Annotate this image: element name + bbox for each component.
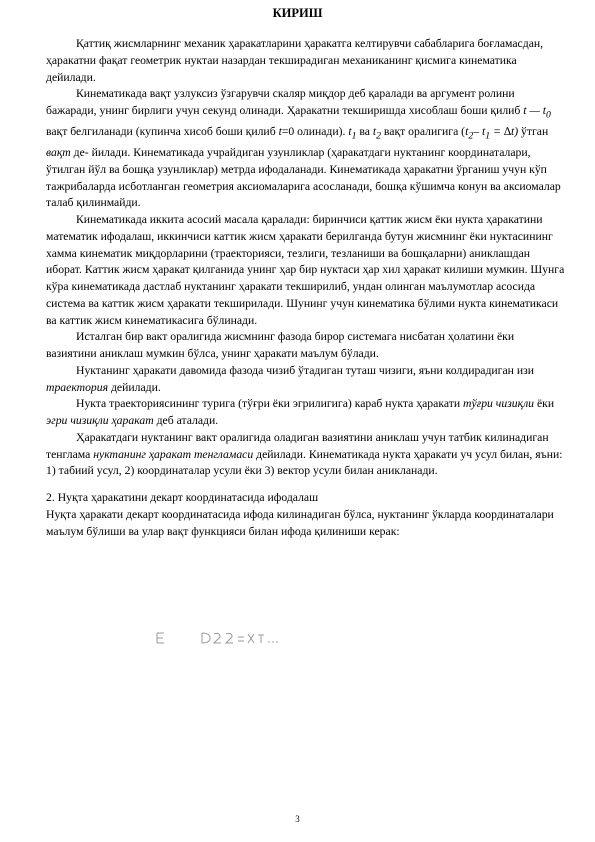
- paragraph-2: [46, 86, 566, 212]
- term-trajectory: траектория: [46, 380, 109, 394]
- paragraph-1: Қаттиқ жисмларнинг механик ҳаракатларини ҳаракатга келтирувчи сабабларига боғламасдан, ҳаракатни фақат геометрик нуктаи назардан текширадиган механиканинг қисмига кинематика дейилади.: [46, 37, 544, 84]
- paragraph-2-text-a: Кинематикада вақт узлуксиз ўзгарувчи скаляр миқдор деб қаралади ва аргумент ролини бажаради, унинг бирлиги учун секунд олинади. Ҳаракатни текширишда хисоблаш боши қилиб: [46, 87, 521, 117]
- time-symbol-t1: $t_1$: [348, 125, 357, 142]
- paragraph-3: Кинематикада иккита асосий масала қаралади: биринчиси қаттик жисм ёки нукта ҳаракатини математик ифодалаш, иккинчиси каттик жисм ҳаракати берилганда бутун жисмнинг ёки нуктасининг хамма кинематик миқдорларини (траекторияси, тезлиги, тезланиши ва бошқаларни) аниклашдан иборат. Каттик жисм ҳаракат қилганида унинг ҳар бир нуктаси ҳар хил ҳаракат килиши мумкин. Шунга кўра кинематикада дастлаб нуктанинг ҳаракати текширилиб, ундан олинган маълумотлар асосида система ва каттик жисм ҳаракати текширилади. Шунинг учун кинематика бўлими нукта кинематикаси ва каттик жисм кинематикасига бўлинади.: [46, 213, 565, 327]
- paragraph-2-text-e: вақт оралигига (: [383, 125, 466, 139]
- paragraph-6: Нукта траекториясининг турига (тўғри ёки эгрилигига) караб нукта ҳаракати тўғри чизиқли ёки эгри чизиқли ҳаракат деб аталади.: [46, 397, 555, 428]
- time-interval-formula: $t_2-$ $t_1 = \Delta t$): [465, 125, 519, 142]
- paragraph-2-text-g: де- йилади. Кинематикада учрайдиган узунликлар (ҳаракатдаги нуктанинг координаталари, ўтилган йўл ва бошқа узунликлар) метрда ифодаланади. Кинематикада ҳаракатни ўрганиш учун кўп тажрибаларда исботланган геометрия аксиомаларига асосланади, бошқа кўшимча конун ва аксиомалар талаб қилинмайди.: [46, 146, 561, 210]
- paragraph-2-text-c: =0 олинади).: [281, 125, 346, 139]
- page-title: КИРИШ: [272, 6, 323, 20]
- time-symbol-t-t0: t — $t_0$: [523, 104, 551, 121]
- page-number: 3: [295, 814, 300, 824]
- paragraph-7: Ҳаракатдаги нуктанинг вакт оралигида оладиган вазиятини аниклаш учун татбик килинадиган тенглама нуктанинг ҳаракат тенгламаси дейилади. Кинематикада нукта ҳаракати уч усул билан, яъни: 1) табиий усул, 2) координаталар усули ёки 3) вектор усули билан аникланади.: [46, 430, 563, 478]
- term-curvilinear: эгри чизиқли ҳаракат: [46, 414, 154, 428]
- time-symbol-t: t: [278, 125, 282, 139]
- paragraph-9: Нуқта ҳаракати декарт координатасида ифода килинадиган бўлса, нуктанинг ўкларда координаталари маълум бўлиши ва улар вақт функцияси билан ифода қилиниши керак:: [46, 507, 554, 538]
- term-equation-of-motion: нуктанинг ҳаракат тенгламаси: [93, 447, 254, 461]
- term-rectilinear: тўғри чизиқли: [463, 397, 535, 411]
- paragraph-5: Нуктанинг ҳаракати давомида фазода чизиб ўтадиган туташ чизиги, яъни колдирадиган изи траектория дейилади.: [46, 363, 534, 394]
- time-symbol-t2: $t_2$: [372, 125, 381, 142]
- paragraph-2-text-b: вақт белгиланади (купинча хисоб боши қилиб: [46, 125, 276, 139]
- document-body: [46, 36, 566, 540]
- motion-equations-image: [150, 631, 280, 645]
- paragraph-4: Исталган бир вакт оралигида жисмнинг фазода бирор системага нисбатан ҳолатини ёки вазиятини аниклаш мумкин бўлса, унинг ҳаракати маълум бўлади.: [46, 330, 515, 361]
- paragraph-2-text-f: ўтган: [521, 125, 549, 139]
- paragraph-2-text-d: ва: [359, 125, 370, 139]
- section-heading: 2. Нуқта ҳаракатини декарт координатасида ифодалаш: [46, 491, 319, 505]
- term-vaqt: вақт: [46, 146, 71, 160]
